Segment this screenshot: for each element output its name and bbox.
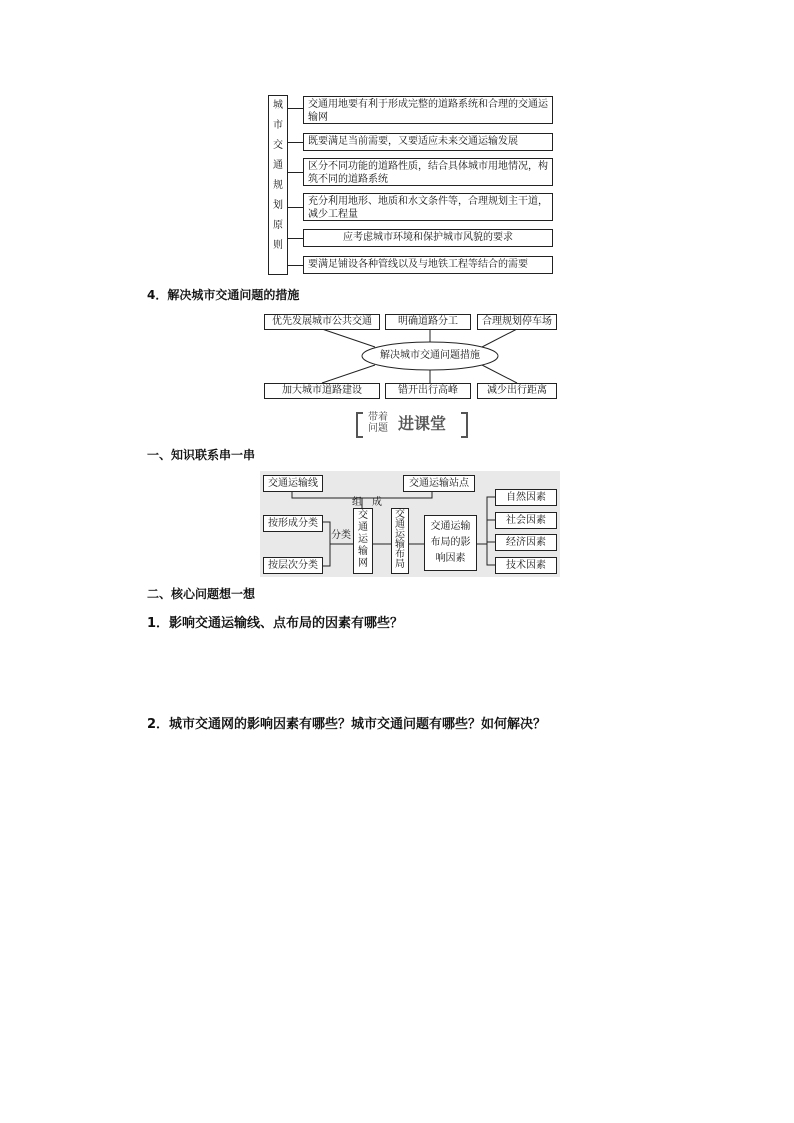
principle-item: 区分不同功能的道路性质，结合具体城市用地情况，构筑不同的道路系统 [303,158,553,186]
network-box: 交通运输网 [353,508,373,574]
line-box: 交通运输线 [263,475,323,492]
question-2: 2．城市交通网的影响因素有哪些？城市交通问题有哪些？如何解决？ [147,717,547,732]
principle-item: 要满足铺设各种管线以及与地铁工程等结合的需要 [303,256,553,274]
factor-box: 经济因素 [495,534,557,551]
by-level-box: 按层次分类 [263,557,323,574]
question-1: 1．影响交通运输线、点布局的因素有哪些？ [147,616,404,631]
measure-bottom: 减少出行距离 [477,383,557,399]
principle-item: 既要满足当前需要，又要适应未来交通运输发展 [303,133,553,151]
section4-title: 4．解决城市交通问题的措施 [147,288,300,302]
measure-top: 优先发展城市公共交通 [264,314,380,330]
banner-small-bottom: 问题 [368,423,388,434]
banner-big: 进课堂 [398,414,447,433]
by-form-box: 按形成分类 [263,515,323,532]
factor-box: 自然因素 [495,489,557,506]
factor-box: 技术因素 [495,557,557,574]
factor-box: 社会因素 [495,512,557,529]
principle-item: 交通用地要有利于形成完整的道路系统和合理的交通运输网 [303,96,553,124]
part1-title: 一、知识联系串一串 [147,448,256,462]
compose-label: 组 成 [352,497,382,508]
measure-bottom: 错开出行高峰 [385,383,471,399]
principle-item: 充分利用地形、地质和水文条件等，合理规划主干道，减少工程量 [303,193,553,221]
layout-box: 交通运输布局 [391,508,409,574]
banner-small-top: 带着 [368,412,388,423]
measure-top: 明确道路分工 [385,314,471,330]
station-box: 交通运输站点 [403,475,475,492]
factors-title-box: 交通运输布局的影响因素 [424,515,477,571]
measure-top: 合理规划停车场 [477,314,557,330]
principles-side-label: 城 市 交 通 规 划 原 则 [273,100,283,251]
part2-title: 二、核心问题想一想 [147,587,256,601]
measure-bottom: 加大城市道路建设 [264,383,380,399]
classify-label: 分类 [331,530,351,541]
principle-item: 应考虑城市环境和保护城市风貌的要求 [303,229,553,247]
measures-center: 解决城市交通问题措施 [380,350,480,361]
